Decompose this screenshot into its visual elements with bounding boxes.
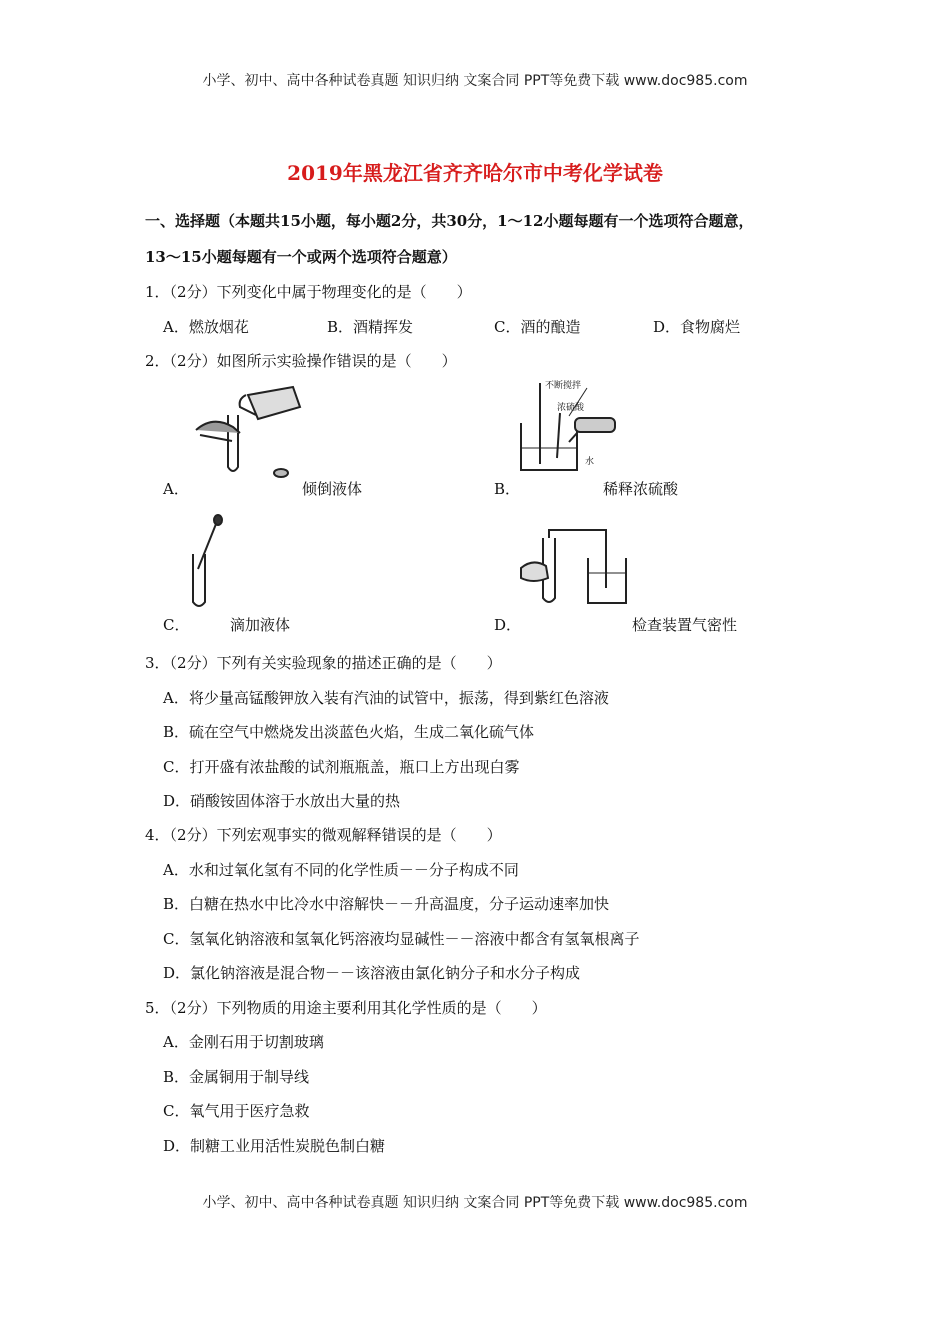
- section-heading-line2: 13～15小题每题有一个或两个选项符合题意）: [145, 248, 457, 266]
- figure-pouring-liquid: [188, 385, 308, 480]
- q1-stem: 1．（2分）下列变化中属于物理变化的是（ ）: [145, 283, 472, 301]
- figure-airtightness-check: [518, 528, 628, 613]
- figure-dropping-liquid: [188, 514, 228, 614]
- q3-option-b: B．硫在空气中燃烧发出淡蓝色火焰，生成二氧化硫气体: [163, 723, 535, 741]
- q3-option-a: A．将少量高锰酸钾放入装有汽油的试管中，振荡，得到紫红色溶液: [163, 689, 609, 707]
- q2-stem: 2．（2分）如图所示实验操作错误的是（ ）: [145, 352, 457, 370]
- q2-option-c-letter: C．: [163, 616, 190, 634]
- q2-option-a-letter: A．: [163, 480, 189, 498]
- q1-option-a: A．燃放烟花: [163, 318, 249, 336]
- q2-option-c-caption: 滴加液体: [230, 616, 291, 634]
- q1-option-b: B．酒精挥发: [327, 318, 414, 336]
- q4-option-b: B．白糖在热水中比冷水中溶解快－－升高温度，分子运动速率加快: [163, 895, 610, 913]
- page-title: 2019年黑龙江省齐齐哈尔市中考化学试卷: [287, 161, 663, 185]
- label-stir: 不断搅拌: [545, 381, 582, 391]
- section-heading-line1: 一、选择题（本题共15小题，每小题2分，共30分，1～12小题每题有一个选项符合题意，: [145, 212, 754, 230]
- page-footer: 小学、初中、高中各种试卷真题 知识归纳 文案合同 PPT等免费下载 www.doc985.com: [202, 1195, 748, 1211]
- page-header: 小学、初中、高中各种试卷真题 知识归纳 文案合同 PPT等免费下载 www.doc985.com: [202, 73, 748, 89]
- q4-stem: 4．（2分）下列宏观事实的微观解释错误的是（ ）: [145, 826, 502, 844]
- q2-option-b-letter: B．: [494, 480, 521, 498]
- q5-option-c: C．氧气用于医疗急救: [163, 1102, 310, 1120]
- q1-option-c: C．酒的酿造: [494, 318, 581, 336]
- q3-option-d: D．硝酸铵固体溶于水放出大量的热: [163, 792, 401, 810]
- q2-option-d-letter: D．: [494, 616, 522, 634]
- q4-option-d: D．氯化钠溶液是混合物－－该溶液由氯化钠分子和水分子构成: [163, 964, 581, 982]
- q4-option-c: C．氢氧化钠溶液和氢氧化钙溶液均显碱性－－溶液中都含有氢氧根离子: [163, 930, 640, 948]
- label-water: 水: [585, 457, 595, 467]
- label-acid: 浓硫酸: [557, 403, 585, 413]
- q5-option-b: B．金属铜用于制导线: [163, 1068, 310, 1086]
- q4-option-a: A．水和过氧化氢有不同的化学性质－－分子构成不同: [163, 861, 519, 879]
- q2-option-a-caption: 倾倒液体: [302, 480, 363, 498]
- q3-stem: 3．（2分）下列有关实验现象的描述正确的是（ ）: [145, 654, 502, 672]
- figure-diluting-acid: [515, 378, 635, 478]
- q2-option-b-caption: 稀释浓硫酸: [603, 480, 679, 498]
- q5-option-d: D．制糖工业用活性炭脱色制白糖: [163, 1137, 386, 1155]
- q5-option-a: A．金刚石用于切割玻璃: [163, 1033, 324, 1051]
- q2-option-d-caption: 检查装置气密性: [632, 616, 738, 634]
- q3-option-c: C．打开盛有浓盐酸的试剂瓶瓶盖，瓶口上方出现白雾: [163, 758, 520, 776]
- q1-option-d: D．食物腐烂: [653, 318, 741, 336]
- q5-stem: 5．（2分）下列物质的用途主要利用其化学性质的是（ ）: [145, 999, 547, 1017]
